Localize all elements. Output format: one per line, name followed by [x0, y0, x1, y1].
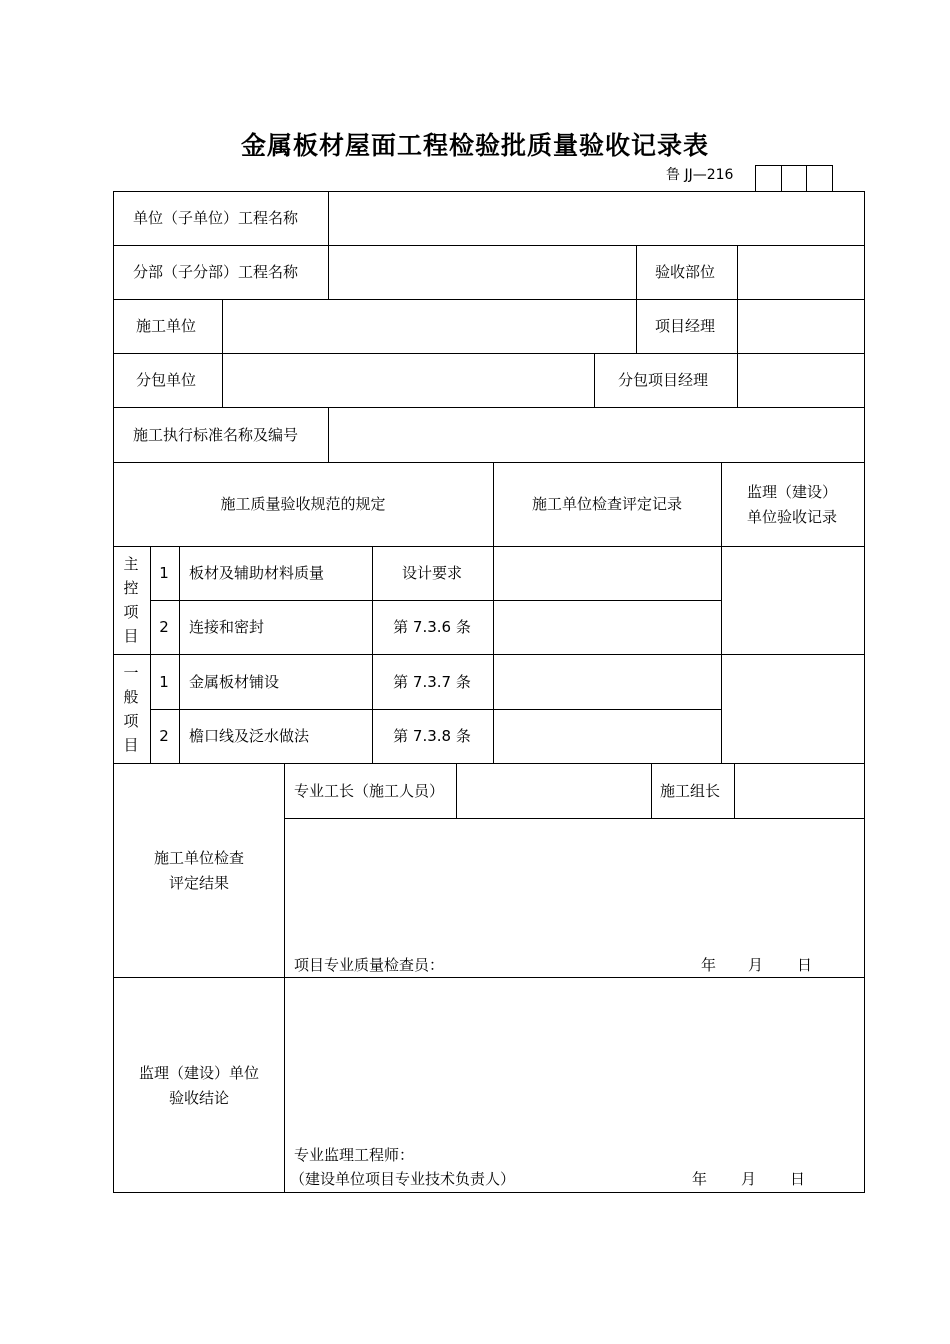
supervisor-column-header-line2: 单位验收记录 [746, 508, 838, 526]
supervising-engineer-label: 专业监理工程师： [294, 1146, 415, 1164]
general-items-label: 一 般 项 目 [123, 664, 139, 754]
date-month-label: 月 [741, 1170, 757, 1188]
owner-representative-label: （建设单位项目专业技术负责人） [290, 1170, 516, 1188]
form-code: 鲁 JJ—216 [666, 167, 734, 183]
item-name: 连接和密封 [189, 618, 265, 636]
contractor-result-label-line1: 施工单位检查 [153, 849, 245, 867]
item-name: 檐口线及泛水做法 [189, 727, 310, 745]
standard-name-label: 施工执行标准名称及编号 [133, 426, 299, 444]
page-title: 金属板材屋面工程检验批质量验收记录表 [240, 131, 709, 160]
main-control-label: 主 控 项 目 [123, 555, 139, 645]
item-clause: 第 7.3.8 条 [393, 727, 471, 745]
supervisor-conclusion-label-line1: 监理（建设）单位 [138, 1064, 260, 1082]
subcontract-manager-label: 分包项目经理 [618, 371, 709, 389]
acceptance-part-label: 验收部位 [655, 263, 716, 281]
subcontract-unit-label: 分包单位 [136, 371, 197, 389]
date-year-label: 年 [701, 956, 717, 974]
contractor-record-column-header: 施工单位检查评定记录 [531, 495, 683, 513]
team-leader-label: 施工组长 [660, 782, 721, 800]
unit-project-name-label: 单位（子单位）工程名称 [133, 209, 299, 227]
construction-unit-label: 施工单位 [136, 317, 197, 335]
spec-column-header: 施工质量验收规范的规定 [220, 495, 386, 513]
sub-project-name-label: 分部（子分部）工程名称 [133, 263, 299, 281]
item-number: 1 [159, 564, 169, 582]
supervisor-conclusion-label-line2: 验收结论 [168, 1089, 230, 1107]
contractor-result-label-line2: 评定结果 [168, 874, 230, 892]
foreman-label: 专业工长（施工人员） [294, 782, 445, 800]
date-day-label: 日 [797, 956, 813, 974]
item-clause: 第 7.3.6 条 [393, 618, 471, 636]
supervisor-column-header-line1: 监理（建设） [746, 483, 838, 501]
quality-inspector-label: 项目专业质量检查员： [294, 956, 445, 974]
item-name: 板材及辅助材料质量 [189, 564, 325, 582]
item-name: 金属板材铺设 [189, 673, 280, 691]
date-year-label: 年 [692, 1170, 708, 1188]
item-clause: 第 7.3.7 条 [393, 673, 471, 691]
item-number: 2 [159, 618, 169, 636]
item-number: 1 [159, 673, 169, 691]
project-manager-label: 项目经理 [655, 317, 716, 335]
item-number: 2 [159, 727, 169, 745]
date-month-label: 月 [748, 956, 764, 974]
item-clause: 设计要求 [401, 564, 463, 582]
date-day-label: 日 [790, 1170, 806, 1188]
